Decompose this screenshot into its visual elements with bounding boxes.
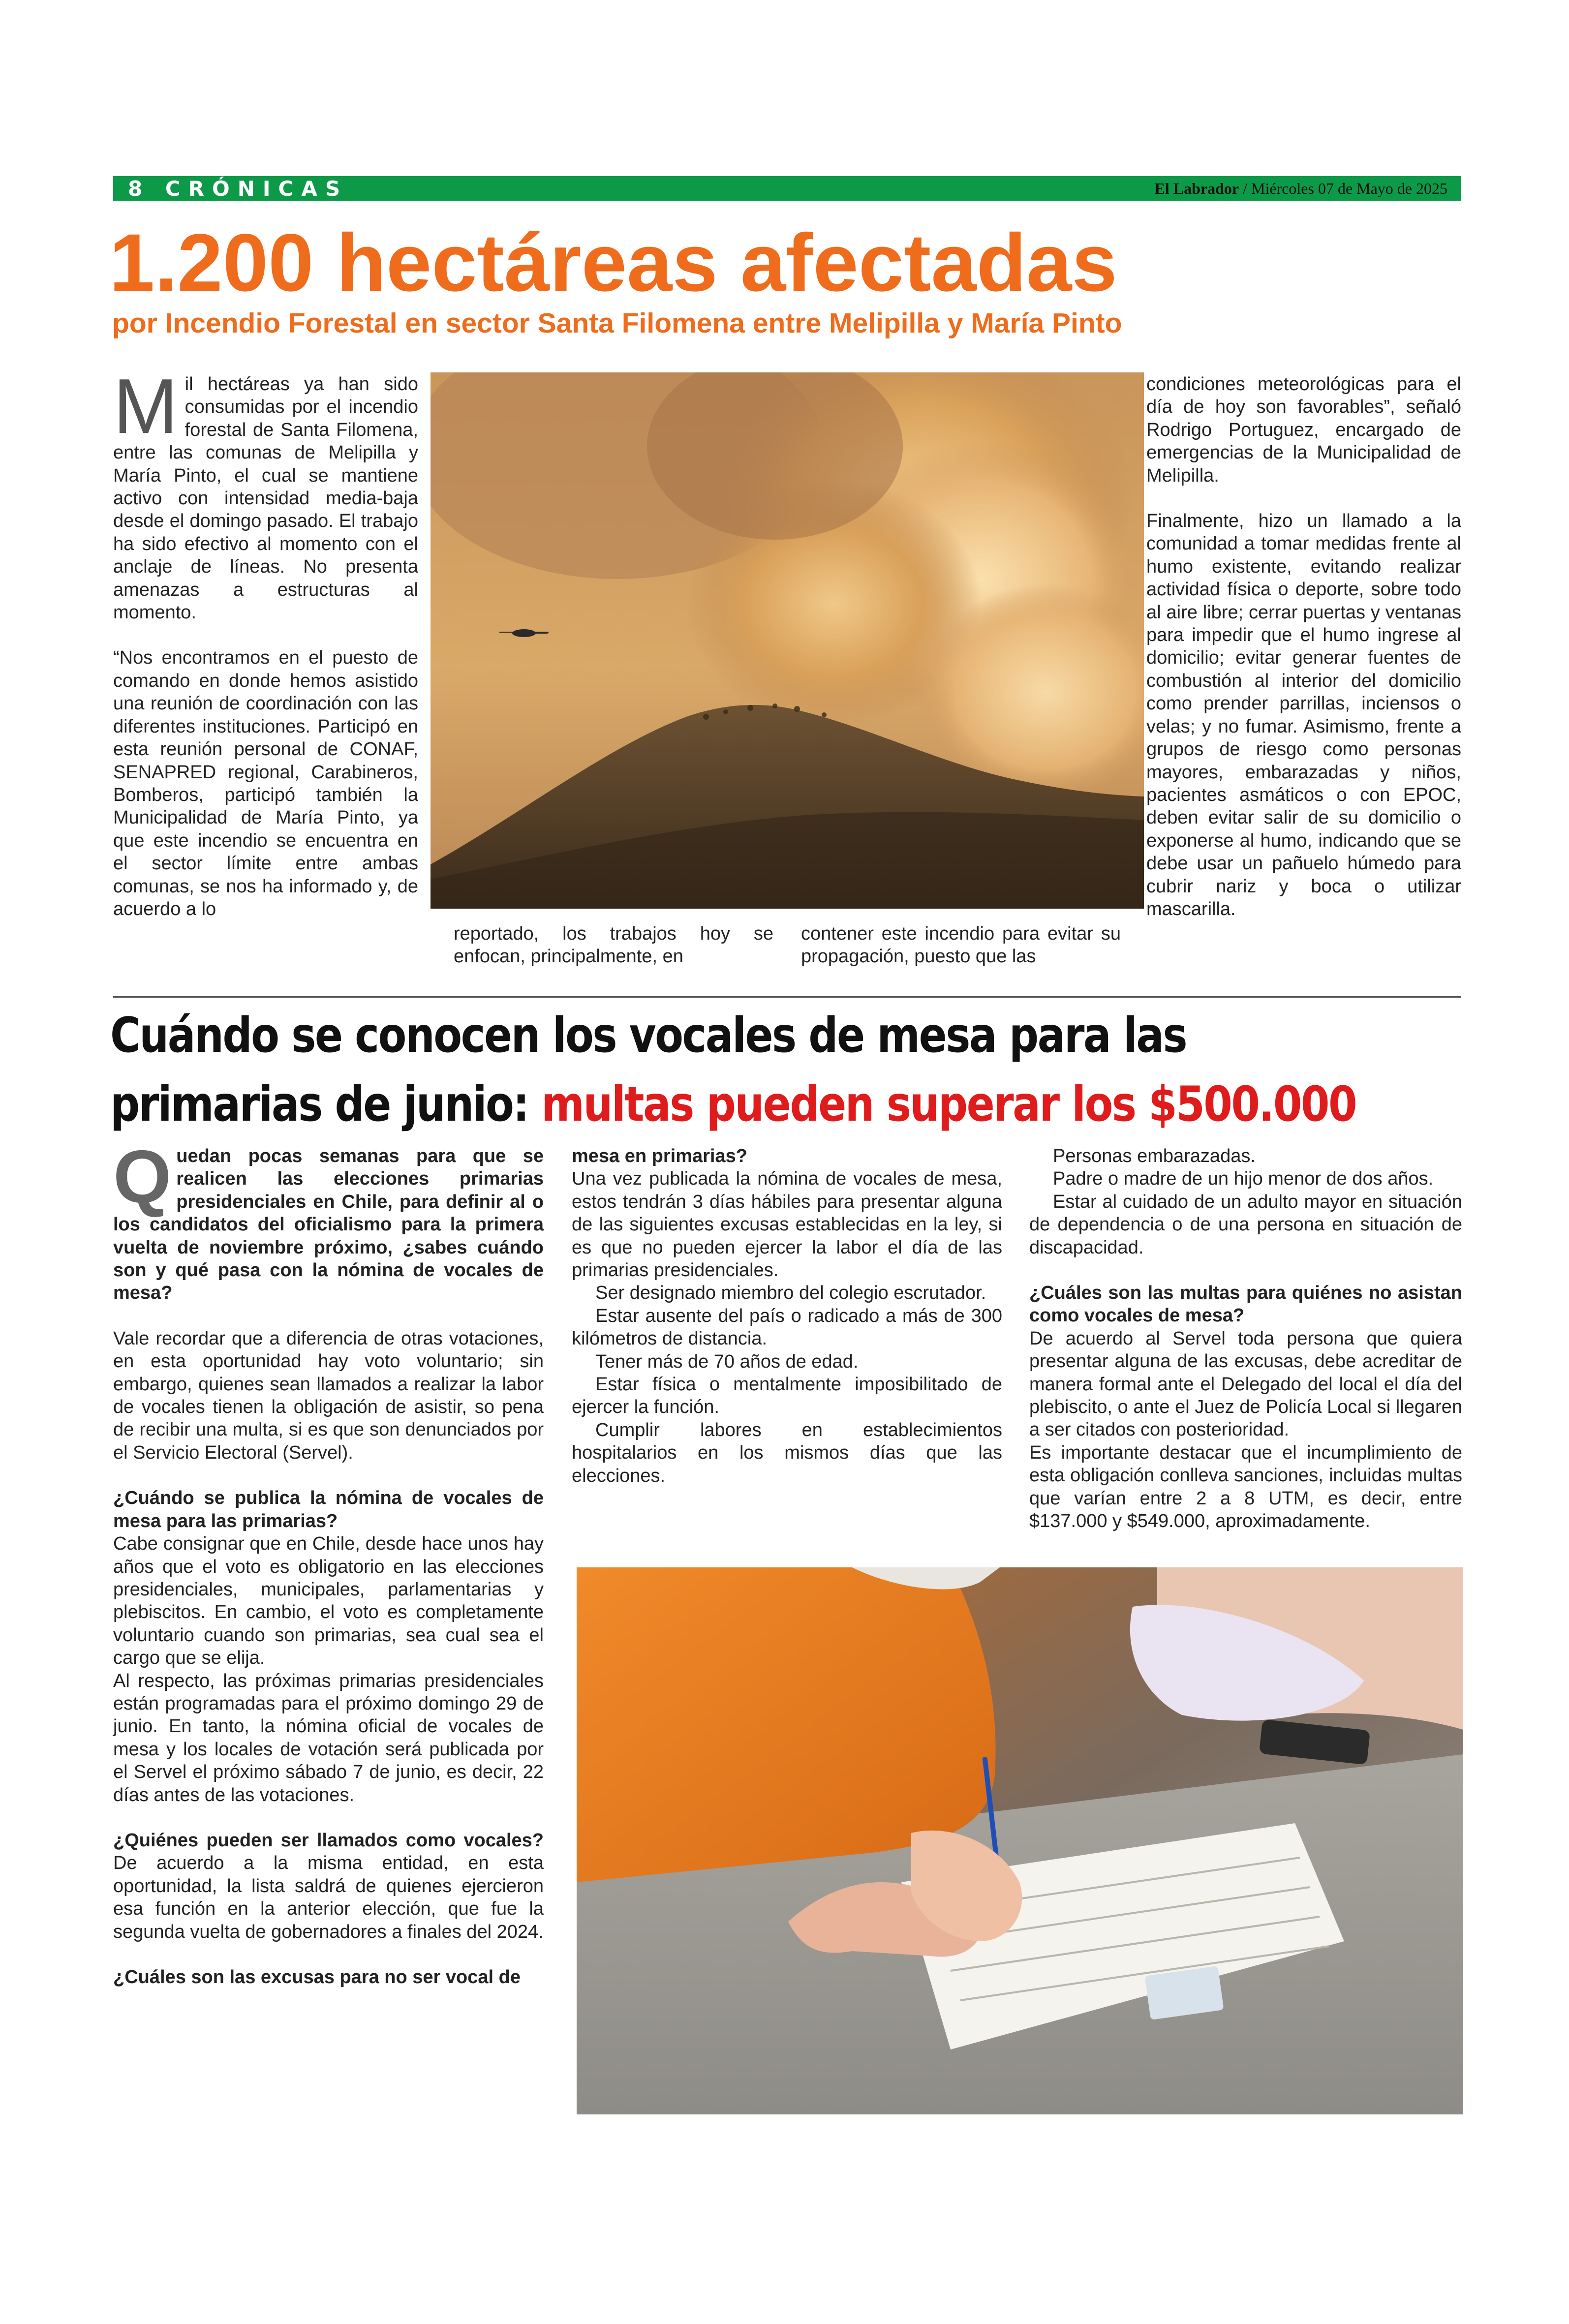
article2-question-4: ¿Cuáles son las multas para quiénes no asistan como vocales de mesa? <box>1029 1283 1462 1326</box>
excuse-item: Personas embarazadas. <box>1053 1146 1256 1166</box>
excuse-item: Cumplir labores en establecimientos hospitalarios en los mismos días que las elecciones. <box>572 1419 1002 1486</box>
excuse-item: Estar física o mentalmente imposibilitado de ejercer la función. <box>572 1374 1002 1418</box>
excuse-item: Padre o madre de un hijo menor de dos años. <box>1053 1168 1434 1190</box>
publication-name: El Labrador <box>1154 179 1239 197</box>
article2-question-3b: mesa en primarias? <box>572 1146 747 1166</box>
article2-lead: uedan pocas semanas para que se realicen las elecciones primarias presidenciales en Chile, para definir al o los candidatos del oficialismo para la primera vuelta de noviembre próximo, ¿sabes cuándo son y qué pasa con la nómina de vocales de mesa? <box>113 1146 544 1304</box>
article2-paragraph-2: Cabe consignar que en Chile, desde hace unos hay años que el voto es obligatorio en las elecciones presidenciales, municipales, parlamentarias y plebiscitos. En cambio, el voto es completamente voluntario cuando son primarias, sea cual sea el cargo que se elija. <box>113 1533 544 1669</box>
article1-paragraph-3: reportado, los trabajos hoy se enfocan, principalmente, en <box>454 923 773 967</box>
excuse-item: Tener más de 70 años de edad. <box>595 1351 859 1372</box>
article2-headline-line1: Cuándo se conocen los vocales de mesa para las <box>110 1008 1187 1064</box>
section-header-bar <box>113 176 1461 201</box>
article-divider <box>113 996 1461 998</box>
article1-dropcap: M <box>113 363 178 450</box>
article2-headline-highlight: multas pueden superar los $500.000 <box>541 1076 1356 1132</box>
wildfire-photo <box>431 372 1144 909</box>
article1-column-2 <box>454 922 773 968</box>
article2-question-1: ¿Cuándo se publica la nómina de vocales de mesa para las primarias? <box>113 1488 544 1531</box>
article2-column-3 <box>1029 1145 1462 1533</box>
article1-column-4 <box>1146 373 1461 920</box>
article2-dropcap: Q <box>113 1135 172 1219</box>
article2-paragraph-1: Vale recordar que a diferencia de otras votaciones, en esta oportunidad hay voto voluntario; sin embargo, quienes sean llamados a realizar la labor de vocales tienen la obligación de asistir, so pena de recibir una multa, si es que son denunciados por el Servicio Electoral (Servel). <box>113 1328 544 1463</box>
excuse-item: Estar al cuidado de un adulto mayor en situación de dependencia o de una persona en situación de discapacidad. <box>1029 1191 1462 1258</box>
article1-subhead: por Incendio Forestal en sector Santa Filomena entre Melipilla y María Pinto <box>112 307 1122 339</box>
section-label: 8 CRÓNICAS <box>128 176 348 201</box>
article2-paragraph-7: Es importante destacar que el incumplimiento de esta obligación conlleva sanciones, incluidas multas que varían entre 2 a 8 UTM, es decir, entre $137.000 y $549.000, aproximadamente. <box>1029 1442 1462 1532</box>
article2-paragraph-5: Una vez publicada la nómina de vocales de mesa, estos tendrán 3 días hábiles para presentar alguna de las siguientes excusas establecidas en la ley, si es que no pueden ejercer la labor el día de las primarias presidenciales. <box>572 1168 1002 1281</box>
article2-question-3a: ¿Cuáles son las excusas para no ser vocal de <box>113 1967 521 1988</box>
article1-column-1 <box>113 363 418 920</box>
article2-paragraph-4: De acuerdo a la misma entidad, en esta oportunidad, la lista saldrá de quienes ejercieron esa función en la anterior elección, que fue la segunda vuelta de gobernadores a finales del 2024. <box>113 1853 544 1942</box>
issue-date: / Miércoles 07 de Mayo de 2025 <box>1239 179 1447 197</box>
article1-paragraph-2: “Nos encontramos en el puesto de comando en donde hemos asistido una reunión de coordinación con las diferentes instituciones. Participó en esta reunión personal de CONAF, SENAPRED regional, Carabineros, Bomberos, participó también la Municipalidad de María Pinto, ya que este incendio se encuentra en el sector límite entre ambas comunas, se nos ha informado y, de acuerdo a lo <box>113 647 418 919</box>
article2-column-2 <box>572 1145 1002 1487</box>
article2-headline-line2: primarias de junio: <box>110 1076 542 1132</box>
article2-column-1 <box>113 1135 544 1988</box>
voting-photo <box>577 1567 1463 2114</box>
article2-paragraph-6: De acuerdo al Servel toda persona que quiera presentar alguna de las excusas, debe acreditar de manera formal ante el Delegado del local el día del plebiscito, o ante el Juez de Policía Local si llegaren a ser citados con posterioridad. <box>1029 1328 1462 1440</box>
excuse-item: Estar ausente del país o radicado a más de 300 kilómetros de distancia. <box>572 1305 1002 1349</box>
article1-paragraph-4: contener este incendio para evitar su propagación, puesto que las <box>801 923 1121 967</box>
article2-headline <box>110 1001 1356 1139</box>
article2-question-2: ¿Quiénes pueden ser llamados como vocales? <box>113 1830 544 1851</box>
excuse-item: Ser designado miembro del colegio escrutador. <box>595 1283 986 1304</box>
article1-paragraph-6: Finalmente, hizo un llamado a la comunidad a tomar medidas frente al humo existente, evitando realizar actividad física o deporte, sobre todo al aire libre; cerrar puertas y ventanas para impedir que el humo ingrese al domicilio; evitar generar fuentes de combustión al interior del domicilio como prender parrillas, inciensos o velas; y no fumar. Asimismo, frente a grupos de riesgo como personas mayores, embarazadas y niños, pacientes asmáticos o con EPOC, deben evitar salir de su domicilio o exponerse al humo, indicando que se debe usar un pañuelo húmedo para cubrir nariz y boca o utilizar mascarilla. <box>1146 511 1461 919</box>
article1-column-3 <box>801 922 1121 968</box>
issue-line <box>1155 180 1447 198</box>
article1-paragraph-5: condiciones meteorológicas para el día de hoy son favorables”, señaló Rodrigo Portuguez, encargado de emergencias de la Municipalidad de Melipilla. <box>1146 374 1461 486</box>
article1-paragraph-1: il hectáreas ya han sido consumidas por el incendio forestal de Santa Filomena, entre las comunas de Melipilla y María Pinto, el cual se mantiene activo con intensidad media-baja desde el domingo pasado. El trabajo ha sido efectivo al momento con el anclaje de líneas. No presenta amenazas a estructuras al momento. <box>113 374 418 623</box>
article1-headline: 1.200 hectáreas afectadas <box>109 217 1117 308</box>
article2-paragraph-3: Al respecto, las próximas primarias presidenciales están programadas para el próximo domingo 29 de junio. En tanto, la nómina oficial de vocales de mesa y los locales de votación será publicada por el Servel el próximo sábado 7 de junio, es decir, 22 días antes de las votaciones. <box>113 1670 544 1805</box>
